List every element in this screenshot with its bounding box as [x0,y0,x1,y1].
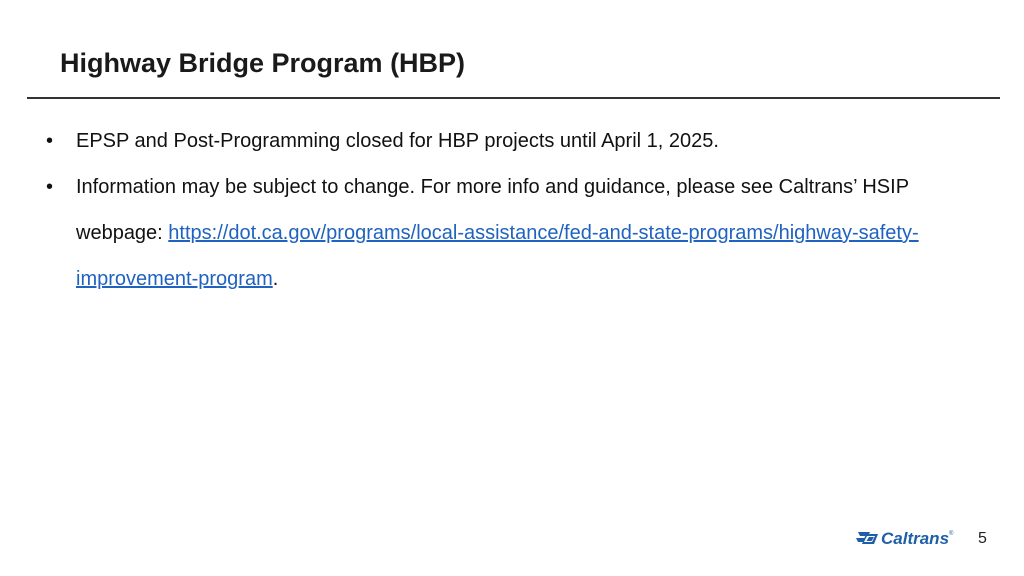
slide-title: Highway Bridge Program (HBP) [60,48,466,78]
bullet-icon: • [46,176,54,198]
caltrans-logo [856,526,956,550]
bullet-list [46,118,946,302]
hsip-webpage-link[interactable]: https://dot.ca.gov/programs/local-assistance/fed-and-state-programs/highway-safety-improvement-program [76,222,919,290]
bullet-item [46,164,946,302]
bullet-icon: • [46,130,54,152]
logo-trademark: ® [949,531,954,537]
logo-wordmark: Caltrans [881,529,950,548]
title-divider [27,97,1000,99]
bullet-text: EPSP and Post-Programming closed for HBP projects until April 1, 2025. [76,130,719,152]
page-number: 5 [978,530,987,547]
bullet-text-end: . [272,268,279,290]
bullet-text: Information may be subject to change. For more info and guidance, please see Caltrans’ HSIP webpage: [76,176,909,244]
bullet-item [46,118,946,164]
caltrans-logo-icon [856,532,878,544]
